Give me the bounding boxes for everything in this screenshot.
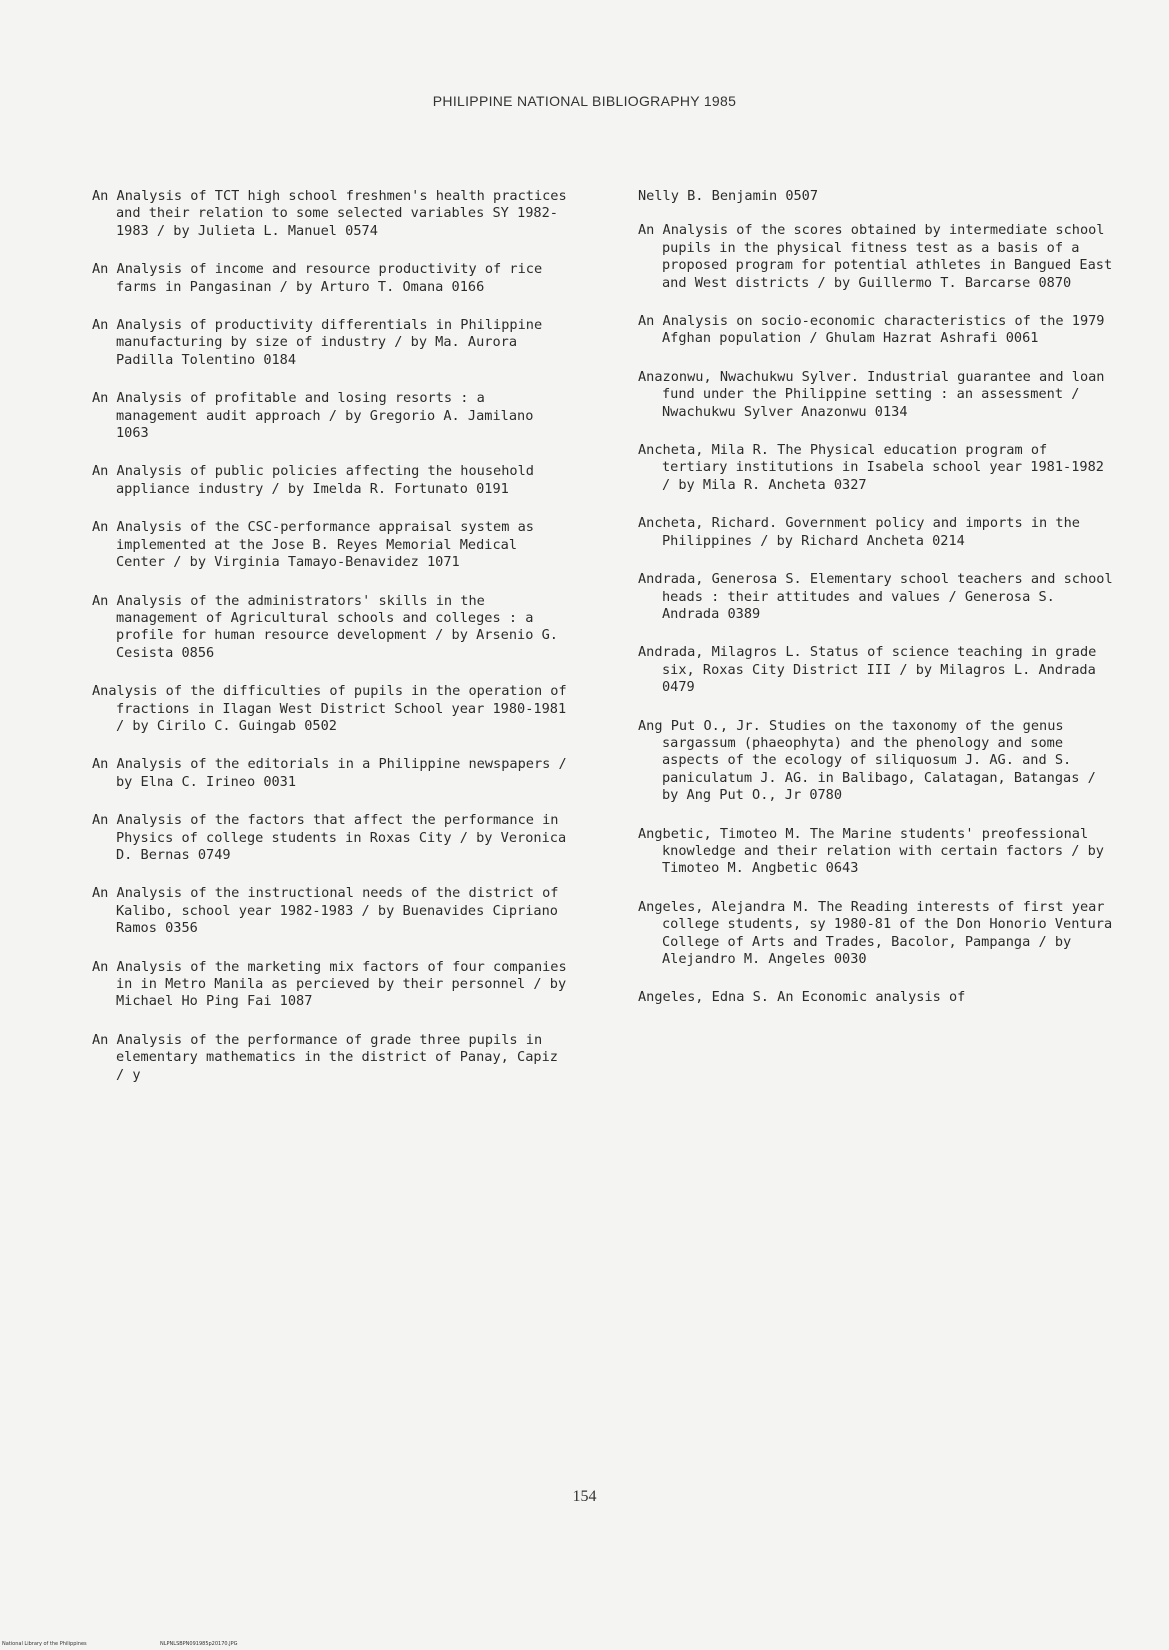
bibliography-entry: Nelly B. Benjamin 0507 bbox=[638, 188, 819, 204]
bibliography-entry: Ancheta, Richard. Government policy and imports in the Philippines / by Richard Ancheta 0214 bbox=[638, 515, 1080, 549]
bibliography-entry: Angeles, Alejandra M. The Reading interests of first year college students, sy 1980-81 of the Don Honorio Ventura College of Arts and Trades, Bacolor, Pampanga / by Alejandro M. Angeles 0030 bbox=[638, 898, 1113, 967]
bibliography-entry: Ancheta, Mila R. The Physical education program of tertiary institutions in Isabela school year 1981-1982 / by Mila R. Ancheta 0327 bbox=[638, 442, 1104, 493]
bibliography-entry: Analysis of the difficulties of pupils in the operation of fractions in Ilagan West District School year 1980-1981 / by Cirilo C. Guingab 0502 bbox=[92, 683, 567, 734]
bibliography-entry: An Analysis of TCT high school freshmen's health practices and their relation to some selected variables SY 1982-1983 / by Julieta L. Manuel 0574 bbox=[92, 188, 567, 239]
bibliography-entry: An Analysis of productivity differentials in Philippine manufacturing by size of industry / by Ma. Aurora Padilla Tolentino 0184 bbox=[92, 317, 543, 368]
bibliography-entry: An Analysis of the editorials in a Philippine newspapers / by Elna C. Irineo 0031 bbox=[92, 756, 567, 790]
footer-filename: NLPNLSBPN091985p20170.JPG bbox=[160, 1641, 238, 1647]
bibliography-entry: Anazonwu, Nwachukwu Sylver. Industrial guarantee and loan fund under the Philippine setting : an assessment / Nwachukwu Sylver Anazonwu 0134 bbox=[638, 368, 1105, 420]
page-header: PHILIPPINE NATIONAL BIBLIOGRAPHY 1985 bbox=[432, 93, 737, 109]
bibliography-entry: An Analysis of public policies affecting the household appliance industry / by Imelda R. Fortunato 0191 bbox=[92, 463, 534, 497]
left-column bbox=[92, 188, 572, 1105]
bibliography-entry: An Analysis of the performance of grade three pupils in elementary mathematics in the district of Panay, Capiz / y bbox=[92, 1031, 558, 1083]
bibliography-entry: An Analysis of the factors that affect the performance in Physics of college students in Roxas City / by Veronica D. Bernas 0749 bbox=[92, 812, 567, 863]
bibliography-entry: An Analysis of the administrators' skills in the management of Agricultural schools and colleges : a profile for human resource development / by Arsenio G. Cesista 0856 bbox=[92, 592, 558, 661]
bibliography-entry: Angeles, Edna S. An Economic analysis of bbox=[638, 989, 966, 1006]
bibliography-entry: Andrada, Generosa S. Elementary school teachers and school heads : their attitudes and values / Generosa S. Andrada 0389 bbox=[638, 571, 1113, 622]
bibliography-entry: An Analysis of the scores obtained by intermediate school pupils in the physical fitness test as a basis of a proposed program for potential athletes in Bangued East and West districts / by Guillermo T. Barcarse 0870 bbox=[638, 222, 1113, 291]
footer-library-label: National Library of the Philippines bbox=[2, 1641, 87, 1647]
bibliography-entry: An Analysis of the CSC-performance appraisal system as implemented at the Jose B. Reyes Memorial Medical Center / by Virginia Tamayo-Benavidez 1071 bbox=[92, 519, 534, 571]
bibliography-entry: Angbetic, Timoteo M. The Marine students' preofessional knowledge and their relation with certain factors / by Timoteo M. Angbetic 0643 bbox=[638, 825, 1104, 877]
bibliography-entry: Ang Put O., Jr. Studies on the taxonomy of the genus sargassum (phaeophyta) and the phenology and some aspects of the ecology of siliquosum J. AG. and S. paniculatum J. AG. in Balibago, Calatagan, Batangas / by Ang Put O., Jr 0780 bbox=[638, 717, 1096, 804]
bibliography-entry: An Analysis of the marketing mix factors of four companies in in Metro Manila as percieved by their personnel / by Michael Ho Ping Fai 1087 bbox=[92, 958, 567, 1010]
bibliography-entry: An Analysis on socio-economic characteristics of the 1979 Afghan population / Ghulam Hazrat Ashrafi 0061 bbox=[638, 313, 1105, 347]
page-number: 154 bbox=[572, 1488, 597, 1505]
bibliography-entry: An Analysis of income and resource productivity of rice farms in Pangasinan / by Arturo T. Omana 0166 bbox=[92, 261, 543, 295]
bibliography-entry: An Analysis of profitable and losing resorts : a management audit approach / by Gregorio A. Jamilano 1063 bbox=[92, 390, 534, 442]
bibliography-entry: Andrada, Milagros L. Status of science teaching in grade six, Roxas City District III / by Milagros L. Andrada 0479 bbox=[638, 644, 1097, 696]
bibliography-entry: An Analysis of the instructional needs of the district of Kalibo, school year 1982-1983 / by Buenavides Cipriano Ramos 0356 bbox=[92, 885, 559, 937]
right-column bbox=[638, 188, 1118, 1028]
